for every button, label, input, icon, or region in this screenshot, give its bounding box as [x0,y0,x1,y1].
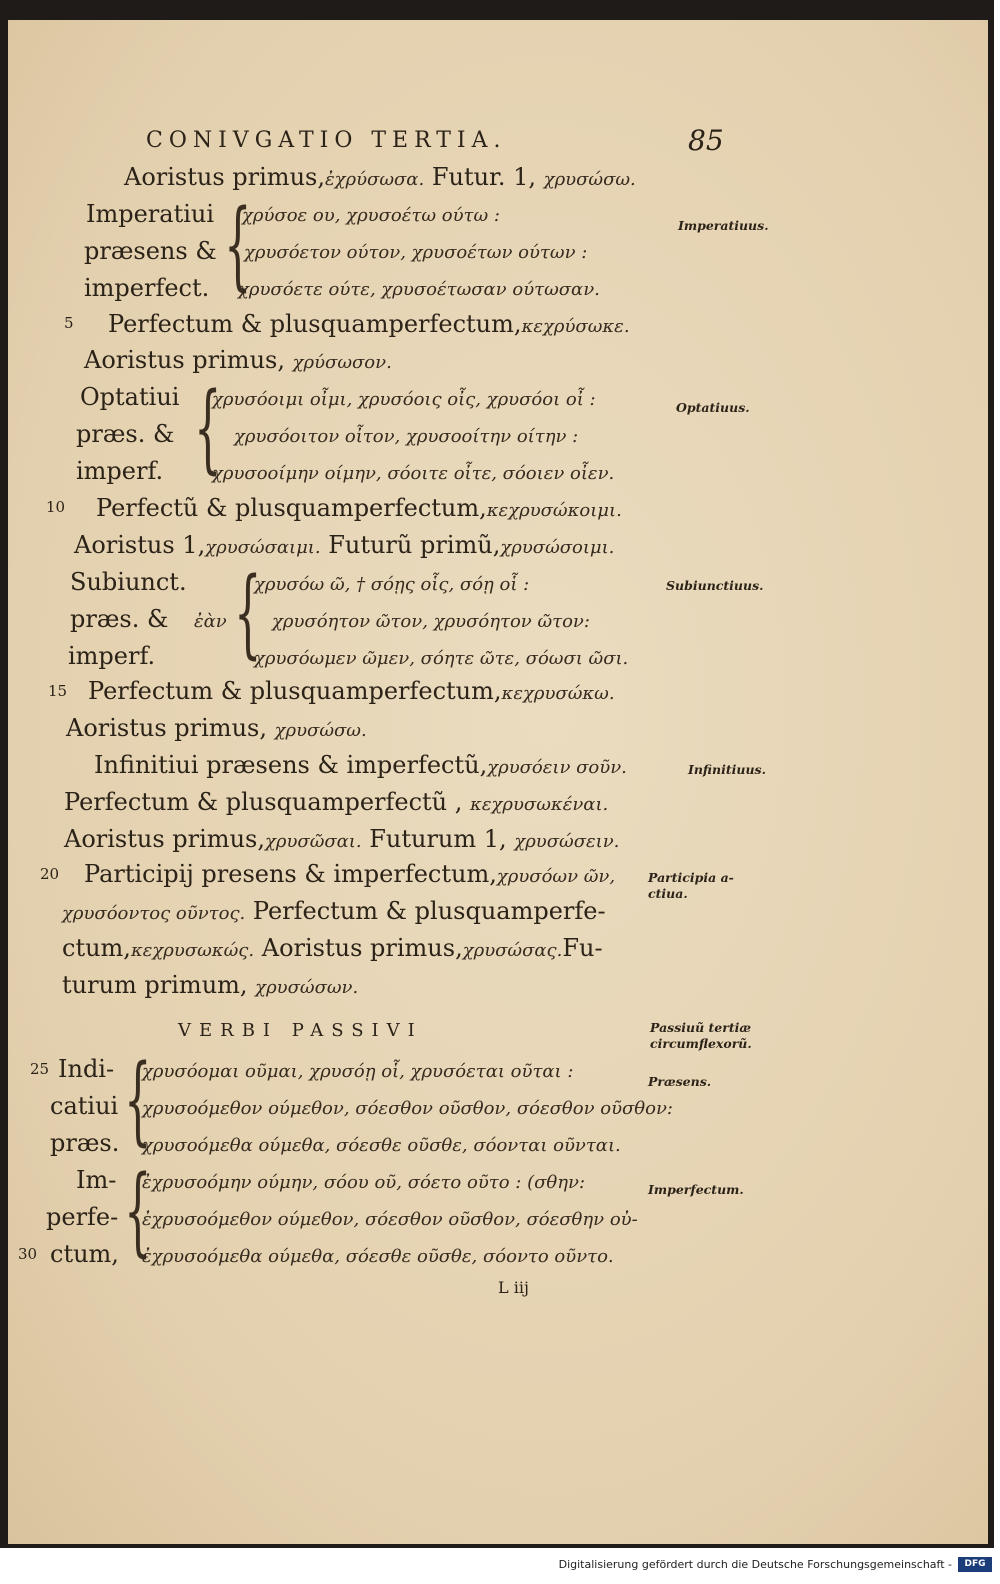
latin-text: Perfectum & plusquamperfectum, [88,677,502,705]
latin-text: imperf. [68,642,156,670]
text-line [84,237,217,265]
text-line [80,383,179,411]
greek-text: κεχρυσωκώς. [130,940,255,961]
text-line [62,934,603,965]
latin-text: catiui [50,1092,119,1120]
latin-text: Aoristus primus, [64,825,265,853]
text-line [66,714,367,745]
latin-text: Im- [76,1166,117,1194]
latin-text: Imperatiui [86,200,215,228]
text-line [62,897,606,928]
text-line [94,751,627,782]
margin-note: Præsens. [648,1074,712,1089]
text-line [76,1166,116,1194]
latin-text: perfe- [46,1203,119,1231]
greek-line: χρυσοοίμην οίμην, σόοιτε οἶτε, σόοιεν οἶεν. [212,463,615,484]
text-line [74,531,614,562]
greek-text: κεχρυσωκέναι. [470,794,609,815]
greek-line: χρυσόω ῶ, † σόῃς οἷς, σόῃ οἷ : [254,574,530,595]
greek-line: χρυσόωμεν ῶμεν, σόητε ῶτε, σόωσι ῶσι. [254,648,629,669]
margin-note-line: Passiuũ tertiæ [650,1020,751,1035]
greek-text: χρυσόοντος οῦντος. [62,903,246,924]
text-line [84,346,392,377]
folio-number: 85 [688,124,724,157]
line-number: 25 [30,1060,50,1078]
running-title: CONIVGATIO TERTIA. [146,128,507,153]
greek-line: χρυσόομαι οῦμαι, χρυσόῃ οἷ, χρυσόεται οῦται : [142,1061,574,1082]
latin-text: Aoristus primus, [84,346,285,374]
text-line [76,457,163,485]
book-page [8,20,988,1544]
text-line [108,310,630,341]
latin-text: Aoristus primus, [66,714,267,742]
latin-text: Indi- [58,1055,115,1083]
text-line [62,971,358,1002]
line-number: 20 [40,865,60,883]
greek-text: κεχρύσωκε. [521,316,630,337]
latin-text: præs. & [76,420,175,448]
latin-text: Infinitiui præsens & imperfectũ, [94,751,488,779]
latin-text: ctum, [62,934,131,962]
margin-note-line: ctiua. [648,886,688,901]
text-line [76,420,174,448]
greek-text: κεχρυσώκοιμι. [486,500,622,521]
text-line [84,274,209,302]
text-line [64,825,619,856]
greek-line: χρύσοε ου, χρυσοέτω ούτω : [242,205,500,226]
margin-note [650,1020,752,1052]
latin-text: Perfectum & plusquamperfe- [252,897,606,925]
line-number: 30 [18,1245,38,1263]
greek-text: χρυσώσων. [255,977,359,998]
latin-text: præsens & [84,237,217,265]
margin-note [648,870,734,902]
signature-mark: L iij [498,1278,529,1297]
margin-note-line: Participia a- [648,870,734,885]
section-heading: VERBI PASSIVI [178,1020,423,1041]
greek-text: κεχρυσώκω. [501,683,615,704]
latin-text: Fu- [562,934,603,962]
greek-line: χρυσόητον ῶτον, χρυσόητον ῶτον: [272,611,590,632]
greek-line: χρυσόοιτον οἶτον, χρυσοοίτην οίτην : [234,426,579,447]
dfg-logo: DFG [958,1557,992,1572]
latin-text: Perfectum & plusquamperfectum, [108,310,522,338]
latin-text: Participij presens & imperfectum, [84,860,497,888]
text-line [88,677,615,708]
greek-line: χρυσοόμεθα ούμεθα, σόεσθε οῦσθε, σόονται οῦνται. [142,1135,621,1156]
latin-text: præs. [50,1129,120,1157]
text-line [64,788,608,819]
funding-credit: Digitalisierung gefördert durch die Deutsche Forschungsgemeinschaft - [558,1558,952,1571]
latin-text: Perfectũ & plusquamperfectum, [96,494,487,522]
latin-text: Futur. 1, [431,163,537,191]
line-number: 5 [64,314,74,332]
greek-line: χρυσόοιμι οἶμι, χρυσόοις οἶς, χρυσόοι οἶ : [212,389,596,410]
margin-note: Optatiuus. [676,400,750,415]
greek-text: (σθην: [527,1172,586,1193]
greek-text: ἐχρυσοόμην ούμην, σόου οῦ, σόετο οῦτο : [142,1172,522,1193]
greek-line: χρυσόετε ούτε, χρυσοέτωσαν ούτωσαν. [238,279,600,300]
margin-note: Imperfectum. [648,1182,744,1197]
latin-text: imperf. [76,457,164,485]
latin-text: Aoristus primus, [261,934,463,962]
margin-note-line: circumflexorũ. [650,1036,752,1051]
greek-text: χρυσώσω. [543,169,636,190]
margin-note: Subiunctiuus. [666,578,764,593]
greek-text: χρύσωσον. [292,352,392,373]
text-line [46,1203,118,1231]
text-line [50,1092,118,1120]
curly-brace: { [234,557,262,669]
greek-line: ἐχρυσοόμεθον ούμεθον, σόεσθον οῦσθον, σόεσθην οὐ- [142,1209,638,1230]
text-line [50,1129,119,1157]
line-number: 15 [48,682,68,700]
latin-text: Perfectum & plusquamperfectũ , [64,788,463,816]
curly-brace: { [124,1155,152,1267]
margin-note: Imperatiuus. [678,218,769,233]
greek-text: χρυσῶσαι. [264,831,362,852]
greek-line [142,1169,585,1197]
latin-text: Aoristus primus, [124,163,325,191]
greek-line: ἐχρυσοόμεθα ούμεθα, σόεσθε οῦσθε, σόοντο οῦντο. [142,1246,614,1267]
text-line [84,860,615,891]
greek-text: χρυσώσω. [274,720,367,741]
text-line [96,494,622,525]
text-line [70,568,187,596]
latin-text: Futurũ primũ, [328,531,501,559]
latin-text: Subiunct. [70,568,187,596]
greek-text: ἐὰν [193,611,227,632]
greek-text: χρυσώσειν. [514,831,620,852]
text-line [124,163,636,194]
latin-text: Futurum 1, [369,825,507,853]
latin-text: præs. & [70,605,169,633]
greek-text: χρυσόειν σοῦν. [487,757,627,778]
curly-brace: { [224,189,252,301]
footer-bar [0,1548,1000,1584]
greek-text: ἐχρύσωσα. [324,169,425,190]
latin-text: ctum, [50,1240,119,1268]
greek-line: χρυσοόμεθον ούμεθον, σόεσθον οῦσθον, σόεσθον οῦσθον: [142,1098,673,1119]
text-line [58,1055,114,1083]
text-line [68,642,155,670]
text-line [86,200,214,228]
greek-text: χρυσώσοιμι. [500,537,615,558]
latin-text: Optatiui [80,383,180,411]
text-line [50,1240,119,1268]
curly-brace: { [124,1044,152,1156]
latin-text: turum primum, [62,971,248,999]
curly-brace: { [194,372,222,484]
greek-text: χρυσώσας. [462,940,563,961]
greek-text: χρυσόων ῶν, [496,866,616,887]
latin-text: Aoristus 1, [74,531,206,559]
latin-text: imperfect. [84,274,210,302]
line-number: 10 [46,498,66,516]
greek-line: χρυσόετον ούτον, χρυσοέτων ούτων : [244,242,588,263]
margin-note: Infinitiuus. [688,762,766,777]
text-line [70,605,227,636]
greek-text: χρυσώσαιμι. [205,537,321,558]
